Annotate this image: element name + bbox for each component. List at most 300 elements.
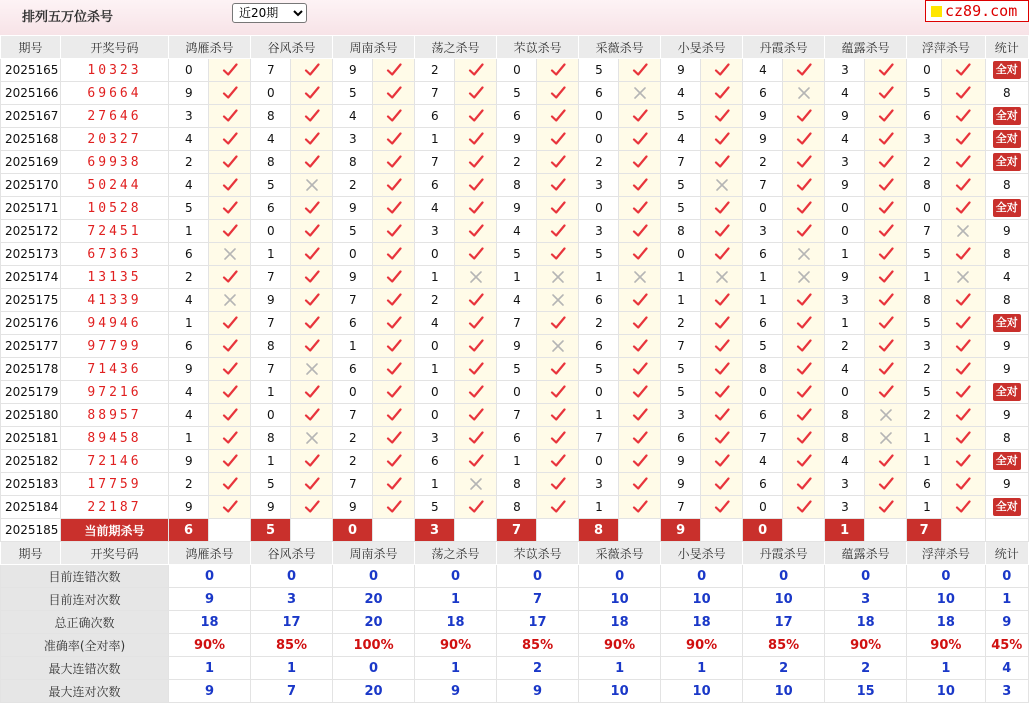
result-mark-cell bbox=[291, 450, 333, 473]
kill-number-cell: 2 bbox=[907, 404, 942, 427]
check-icon bbox=[455, 132, 496, 146]
result-mark-cell bbox=[537, 404, 579, 427]
result-mark-cell bbox=[783, 289, 825, 312]
stats-value: 1 bbox=[415, 657, 497, 680]
check-icon bbox=[373, 86, 414, 100]
cross-icon bbox=[291, 431, 332, 445]
check-icon bbox=[455, 339, 496, 353]
kill-number-cell: 4 bbox=[825, 358, 865, 381]
result-mark-cell bbox=[537, 82, 579, 105]
hit-count: 9 bbox=[1002, 362, 1011, 376]
check-icon bbox=[537, 178, 578, 192]
kill-number-cell: 6 bbox=[743, 312, 783, 335]
stats-row bbox=[1, 680, 1029, 703]
period-cell: 2025179 bbox=[1, 381, 61, 404]
check-icon bbox=[942, 247, 984, 261]
column-header: 荡之杀号 bbox=[415, 36, 497, 59]
check-icon bbox=[865, 132, 906, 146]
result-mark-cell bbox=[209, 243, 251, 266]
result-mark-cell bbox=[783, 82, 825, 105]
kill-number-cell: 4 bbox=[497, 220, 537, 243]
kill-number-cell: 0 bbox=[415, 404, 455, 427]
result-mark-cell bbox=[209, 473, 251, 496]
check-icon bbox=[455, 224, 496, 238]
draw-number-cell: 20327 bbox=[61, 128, 169, 151]
kill-number-cell: 9 bbox=[333, 197, 373, 220]
result-mark-cell bbox=[865, 312, 907, 335]
hit-count: 4 bbox=[1002, 270, 1011, 284]
result-mark-cell bbox=[209, 174, 251, 197]
result-mark-cell bbox=[619, 105, 661, 128]
kill-number-cell: 9 bbox=[497, 335, 537, 358]
result-mark-cell bbox=[865, 335, 907, 358]
kill-number-cell: 1 bbox=[907, 427, 942, 450]
result-mark-cell bbox=[209, 312, 251, 335]
column-header: 蕴露杀号 bbox=[825, 36, 907, 59]
result-mark-cell bbox=[619, 404, 661, 427]
check-icon bbox=[455, 155, 496, 169]
kill-number-cell: 4 bbox=[415, 312, 455, 335]
current-kill-number: 8 bbox=[579, 519, 619, 542]
check-icon bbox=[942, 132, 984, 146]
check-icon bbox=[373, 155, 414, 169]
kill-number-cell: 7 bbox=[661, 335, 701, 358]
result-mark-cell bbox=[291, 151, 333, 174]
current-kill-label: 当前期杀号 bbox=[61, 519, 169, 542]
stats-value: 10 bbox=[579, 588, 661, 611]
table-row bbox=[1, 82, 1029, 105]
period-cell: 2025171 bbox=[1, 197, 61, 220]
check-icon bbox=[373, 270, 414, 284]
header-row bbox=[1, 36, 1029, 59]
empty-cell bbox=[209, 519, 251, 542]
result-mark-cell bbox=[209, 220, 251, 243]
kill-number-cell: 4 bbox=[661, 82, 701, 105]
check-icon bbox=[373, 63, 414, 77]
stats-value: 17 bbox=[743, 611, 825, 634]
check-icon bbox=[783, 132, 824, 146]
result-mark-cell bbox=[942, 450, 985, 473]
cross-icon bbox=[701, 178, 742, 192]
table-row bbox=[1, 174, 1029, 197]
check-icon bbox=[701, 408, 742, 422]
kill-number-cell: 7 bbox=[333, 404, 373, 427]
stats-value: 9 bbox=[169, 680, 251, 703]
result-mark-cell bbox=[209, 358, 251, 381]
check-icon bbox=[865, 201, 906, 215]
result-mark-cell bbox=[209, 289, 251, 312]
check-icon bbox=[701, 385, 742, 399]
kill-number-cell: 0 bbox=[333, 243, 373, 266]
kill-number-cell: 5 bbox=[661, 174, 701, 197]
stats-value: 0 bbox=[579, 565, 661, 588]
result-mark-cell bbox=[701, 381, 743, 404]
stats-value: 0 bbox=[907, 565, 985, 588]
kill-number-cell: 4 bbox=[743, 59, 783, 82]
column-header: 丹霞杀号 bbox=[743, 36, 825, 59]
current-kill-number: 7 bbox=[497, 519, 537, 542]
result-mark-cell bbox=[619, 266, 661, 289]
table-row bbox=[1, 450, 1029, 473]
check-icon bbox=[783, 316, 824, 330]
period-cell: 2025169 bbox=[1, 151, 61, 174]
row-stat-cell bbox=[985, 404, 1028, 427]
kill-number-cell: 4 bbox=[169, 289, 209, 312]
kill-number-cell: 6 bbox=[251, 197, 291, 220]
result-mark-cell bbox=[291, 473, 333, 496]
result-mark-cell bbox=[537, 59, 579, 82]
period-cell: 2025173 bbox=[1, 243, 61, 266]
result-mark-cell bbox=[619, 243, 661, 266]
current-kill-number: 9 bbox=[661, 519, 701, 542]
result-mark-cell bbox=[942, 128, 985, 151]
row-stat-cell bbox=[985, 381, 1028, 404]
result-mark-cell bbox=[865, 358, 907, 381]
period-cell: 2025175 bbox=[1, 289, 61, 312]
check-icon bbox=[455, 362, 496, 376]
check-icon bbox=[701, 224, 742, 238]
kill-number-cell: 3 bbox=[907, 335, 942, 358]
kill-number-cell: 7 bbox=[579, 427, 619, 450]
kill-number-cell: 0 bbox=[743, 381, 783, 404]
result-mark-cell bbox=[455, 59, 497, 82]
result-mark-cell bbox=[537, 151, 579, 174]
check-icon bbox=[537, 109, 578, 123]
column-header: 采薇杀号 bbox=[579, 36, 661, 59]
result-mark-cell bbox=[783, 404, 825, 427]
column-header: 周南杀号 bbox=[333, 36, 415, 59]
kill-number-cell: 3 bbox=[333, 128, 373, 151]
result-mark-cell bbox=[865, 427, 907, 450]
kill-number-cell: 0 bbox=[907, 59, 942, 82]
cross-icon bbox=[537, 339, 578, 353]
kill-number-cell: 8 bbox=[497, 473, 537, 496]
kill-number-cell: 3 bbox=[825, 496, 865, 519]
check-icon bbox=[942, 155, 984, 169]
result-mark-cell bbox=[942, 174, 985, 197]
stats-value: 9 bbox=[169, 588, 251, 611]
kill-number-cell: 0 bbox=[579, 197, 619, 220]
kill-number-cell: 1 bbox=[825, 243, 865, 266]
kill-number-cell: 6 bbox=[579, 335, 619, 358]
check-icon bbox=[619, 408, 660, 422]
draw-number-cell: 72451 bbox=[61, 220, 169, 243]
result-mark-cell bbox=[291, 174, 333, 197]
stats-value: 0 bbox=[743, 565, 825, 588]
result-mark-cell bbox=[701, 105, 743, 128]
result-mark-cell bbox=[209, 82, 251, 105]
result-mark-cell bbox=[619, 496, 661, 519]
kill-number-cell: 5 bbox=[497, 82, 537, 105]
row-stat-cell bbox=[985, 473, 1028, 496]
check-icon bbox=[619, 63, 660, 77]
check-icon bbox=[537, 155, 578, 169]
kill-number-cell: 2 bbox=[907, 151, 942, 174]
stats-row bbox=[1, 565, 1029, 588]
check-icon bbox=[619, 224, 660, 238]
result-mark-cell bbox=[783, 427, 825, 450]
cross-icon bbox=[942, 270, 984, 284]
result-mark-cell bbox=[455, 243, 497, 266]
column-header: 蕴露杀号 bbox=[825, 542, 907, 565]
cross-icon bbox=[537, 270, 578, 284]
stats-label: 最大连对次数 bbox=[1, 680, 169, 703]
hit-count: 9 bbox=[1002, 408, 1011, 422]
kill-number-cell: 4 bbox=[825, 128, 865, 151]
site-logo[interactable] bbox=[925, 0, 1029, 22]
draw-number-cell: 10528 bbox=[61, 197, 169, 220]
kill-number-cell: 5 bbox=[579, 59, 619, 82]
range-select[interactable] bbox=[232, 3, 307, 23]
check-icon bbox=[865, 247, 906, 261]
kill-number-cell: 9 bbox=[251, 496, 291, 519]
check-icon bbox=[865, 224, 906, 238]
column-header: 芣苡杀号 bbox=[497, 542, 579, 565]
result-mark-cell bbox=[537, 496, 579, 519]
kill-number-cell: 0 bbox=[579, 450, 619, 473]
result-mark-cell bbox=[209, 381, 251, 404]
stats-value: 17 bbox=[251, 611, 333, 634]
check-icon bbox=[209, 385, 250, 399]
check-icon bbox=[942, 477, 984, 491]
kill-number-cell: 7 bbox=[415, 151, 455, 174]
stats-label: 目前连错次数 bbox=[1, 565, 169, 588]
kill-number-cell: 3 bbox=[743, 220, 783, 243]
check-icon bbox=[701, 431, 742, 445]
kill-number-cell: 7 bbox=[661, 496, 701, 519]
result-mark-cell bbox=[373, 59, 415, 82]
kill-number-cell: 6 bbox=[579, 82, 619, 105]
result-mark-cell bbox=[942, 59, 985, 82]
kill-number-cell: 6 bbox=[415, 174, 455, 197]
kill-number-cell: 7 bbox=[251, 358, 291, 381]
check-icon bbox=[455, 247, 496, 261]
result-mark-cell bbox=[373, 128, 415, 151]
empty-cell bbox=[373, 519, 415, 542]
result-mark-cell bbox=[291, 266, 333, 289]
column-header: 开奖号码 bbox=[61, 36, 169, 59]
check-icon bbox=[865, 270, 906, 284]
result-mark-cell bbox=[373, 450, 415, 473]
row-stat-cell bbox=[985, 312, 1028, 335]
result-mark-cell bbox=[455, 450, 497, 473]
draw-number-cell: 10323 bbox=[61, 59, 169, 82]
check-icon bbox=[291, 385, 332, 399]
table-row bbox=[1, 128, 1029, 151]
kill-number-cell: 1 bbox=[743, 289, 783, 312]
kill-number-cell: 7 bbox=[251, 59, 291, 82]
kill-number-cell: 6 bbox=[333, 358, 373, 381]
result-mark-cell bbox=[942, 243, 985, 266]
logo-square-icon bbox=[931, 6, 942, 17]
result-mark-cell bbox=[209, 496, 251, 519]
kill-number-cell: 9 bbox=[743, 128, 783, 151]
table-row bbox=[1, 105, 1029, 128]
result-mark-cell bbox=[942, 289, 985, 312]
draw-number-cell: 97216 bbox=[61, 381, 169, 404]
check-icon bbox=[209, 86, 250, 100]
kill-number-cell: 9 bbox=[661, 473, 701, 496]
stats-value: 3 bbox=[985, 680, 1028, 703]
result-mark-cell bbox=[619, 450, 661, 473]
result-mark-cell bbox=[455, 105, 497, 128]
kill-number-cell: 0 bbox=[415, 243, 455, 266]
check-icon bbox=[942, 63, 984, 77]
row-stat-cell bbox=[985, 128, 1028, 151]
all-right-badge: 全对 bbox=[993, 498, 1021, 516]
check-icon bbox=[209, 201, 250, 215]
check-icon bbox=[619, 293, 660, 307]
check-icon bbox=[373, 224, 414, 238]
kill-number-cell: 6 bbox=[743, 404, 783, 427]
period-cell: 2025181 bbox=[1, 427, 61, 450]
cross-icon bbox=[865, 431, 906, 445]
check-icon bbox=[537, 385, 578, 399]
check-icon bbox=[783, 63, 824, 77]
column-header: 丹霞杀号 bbox=[743, 542, 825, 565]
cross-icon bbox=[455, 477, 496, 491]
kill-number-cell: 7 bbox=[743, 427, 783, 450]
kill-number-cell: 8 bbox=[825, 404, 865, 427]
kill-number-cell: 9 bbox=[661, 59, 701, 82]
stats-value: 10 bbox=[743, 588, 825, 611]
check-icon bbox=[291, 86, 332, 100]
kill-number-cell: 2 bbox=[497, 151, 537, 174]
kill-number-cell: 7 bbox=[251, 266, 291, 289]
result-mark-cell bbox=[783, 220, 825, 243]
result-mark-cell bbox=[209, 151, 251, 174]
kill-number-cell: 7 bbox=[251, 312, 291, 335]
check-icon bbox=[783, 454, 824, 468]
column-header: 采薇杀号 bbox=[579, 542, 661, 565]
row-stat-cell bbox=[985, 59, 1028, 82]
stats-label: 总正确次数 bbox=[1, 611, 169, 634]
check-icon bbox=[373, 408, 414, 422]
cross-icon bbox=[537, 293, 578, 307]
row-stat-cell bbox=[985, 450, 1028, 473]
draw-number-cell: 17759 bbox=[61, 473, 169, 496]
kill-number-cell: 1 bbox=[333, 335, 373, 358]
check-icon bbox=[865, 178, 906, 192]
stats-value: 0 bbox=[251, 565, 333, 588]
result-mark-cell bbox=[455, 197, 497, 220]
result-mark-cell bbox=[291, 335, 333, 358]
kill-number-cell: 6 bbox=[743, 473, 783, 496]
result-mark-cell bbox=[942, 266, 985, 289]
row-stat-cell bbox=[985, 243, 1028, 266]
check-icon bbox=[373, 500, 414, 514]
result-mark-cell bbox=[455, 404, 497, 427]
result-mark-cell bbox=[537, 289, 579, 312]
result-mark-cell bbox=[209, 128, 251, 151]
check-icon bbox=[455, 500, 496, 514]
kill-number-cell: 2 bbox=[825, 335, 865, 358]
kill-number-cell: 0 bbox=[825, 381, 865, 404]
result-mark-cell bbox=[373, 358, 415, 381]
result-mark-cell bbox=[942, 358, 985, 381]
kill-number-cell: 2 bbox=[415, 59, 455, 82]
stats-value: 4 bbox=[985, 657, 1028, 680]
result-mark-cell bbox=[537, 312, 579, 335]
hit-count: 9 bbox=[1002, 339, 1011, 353]
kill-number-cell: 0 bbox=[825, 220, 865, 243]
result-mark-cell bbox=[291, 128, 333, 151]
kill-number-cell: 6 bbox=[743, 82, 783, 105]
result-mark-cell bbox=[865, 381, 907, 404]
all-right-badge: 全对 bbox=[993, 199, 1021, 217]
kill-number-cell: 1 bbox=[497, 266, 537, 289]
period-cell: 2025183 bbox=[1, 473, 61, 496]
kill-number-cell: 6 bbox=[907, 105, 942, 128]
kill-number-cell: 5 bbox=[251, 174, 291, 197]
kill-number-cell: 7 bbox=[333, 289, 373, 312]
result-mark-cell bbox=[209, 450, 251, 473]
result-mark-cell bbox=[619, 381, 661, 404]
kill-number-cell: 2 bbox=[169, 266, 209, 289]
hit-count: 9 bbox=[1002, 477, 1011, 491]
check-icon bbox=[783, 201, 824, 215]
result-mark-cell bbox=[701, 220, 743, 243]
all-right-badge: 全对 bbox=[993, 153, 1021, 171]
kill-number-cell: 1 bbox=[907, 450, 942, 473]
result-mark-cell bbox=[783, 197, 825, 220]
period-cell: 2025176 bbox=[1, 312, 61, 335]
row-stat-cell bbox=[985, 220, 1028, 243]
check-icon bbox=[455, 454, 496, 468]
stats-value: 1 bbox=[985, 588, 1028, 611]
check-icon bbox=[865, 316, 906, 330]
current-period-row bbox=[1, 519, 1029, 542]
result-mark-cell bbox=[455, 381, 497, 404]
kill-number-cell: 2 bbox=[415, 289, 455, 312]
column-header: 周南杀号 bbox=[333, 542, 415, 565]
stats-value: 20 bbox=[333, 680, 415, 703]
stats-label: 目前连对次数 bbox=[1, 588, 169, 611]
result-mark-cell bbox=[865, 404, 907, 427]
stats-row bbox=[1, 657, 1029, 680]
result-mark-cell bbox=[619, 358, 661, 381]
top-bar bbox=[0, 0, 1029, 36]
kill-number-cell: 6 bbox=[169, 243, 209, 266]
kill-number-cell: 4 bbox=[743, 450, 783, 473]
stats-value: 18 bbox=[825, 611, 907, 634]
result-mark-cell bbox=[619, 335, 661, 358]
result-mark-cell bbox=[619, 151, 661, 174]
cross-icon bbox=[209, 293, 250, 307]
kill-number-cell: 6 bbox=[743, 243, 783, 266]
row-stat-cell bbox=[985, 289, 1028, 312]
current-kill-number: 7 bbox=[907, 519, 942, 542]
kill-number-cell: 3 bbox=[579, 174, 619, 197]
kill-number-cell: 6 bbox=[333, 312, 373, 335]
result-mark-cell bbox=[783, 312, 825, 335]
empty-cell bbox=[291, 519, 333, 542]
check-icon bbox=[537, 316, 578, 330]
column-header: 开奖号码 bbox=[61, 542, 169, 565]
row-stat-cell bbox=[985, 358, 1028, 381]
check-icon bbox=[942, 500, 984, 514]
empty-cell bbox=[942, 519, 985, 542]
result-mark-cell bbox=[209, 266, 251, 289]
kill-number-cell: 9 bbox=[169, 358, 209, 381]
check-icon bbox=[209, 224, 250, 238]
column-header: 小旻杀号 bbox=[661, 542, 743, 565]
column-header: 期号 bbox=[1, 542, 61, 565]
result-mark-cell bbox=[373, 197, 415, 220]
column-header: 鸿雁杀号 bbox=[169, 542, 251, 565]
result-mark-cell bbox=[701, 243, 743, 266]
stats-value: 3 bbox=[251, 588, 333, 611]
